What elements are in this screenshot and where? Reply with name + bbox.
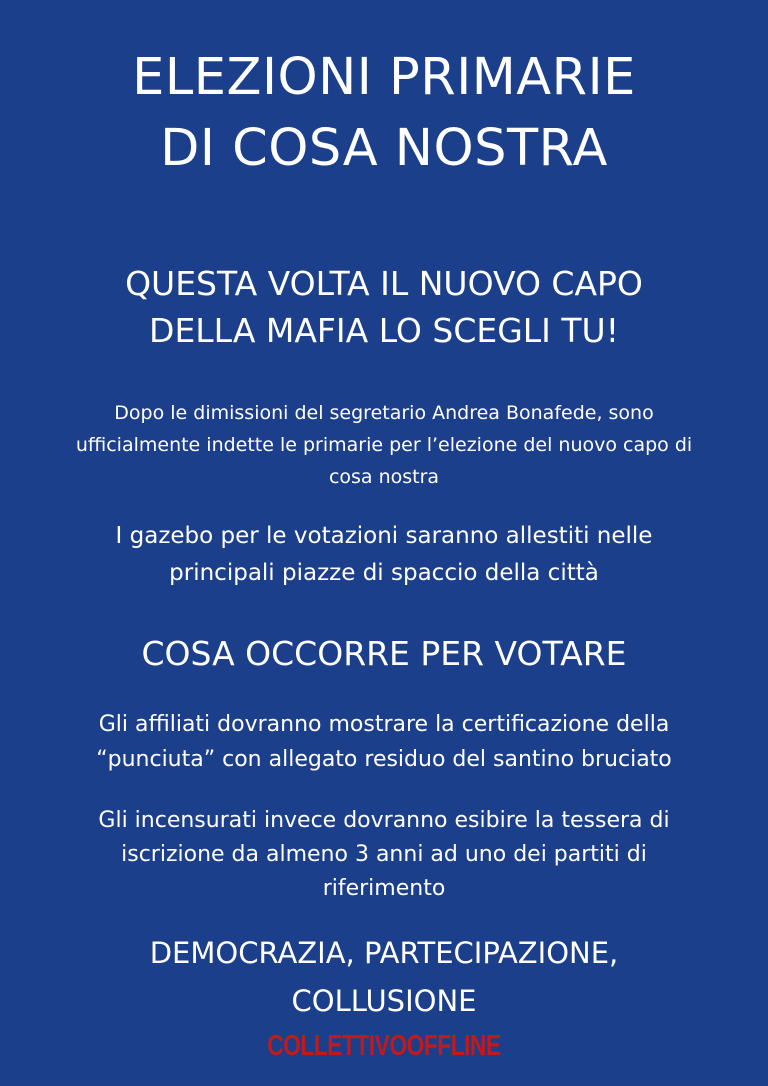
poster-subtitle: QUESTA VOLTA IL NUOVO CAPO DELLA MAFIA LO SCEGLI TU! [125,264,643,350]
poster-title: ELEZIONI PRIMARIE DI COSA NOSTRA [132,48,636,178]
gazebo-paragraph: I gazebo per le votazioni saranno allestiti nelle principali piazze di spaccio della città [115,523,653,586]
intro-paragraph: Dopo le dimissioni del segretario Andrea Bonafede, sono ufficialmente indette le primarie per l’elezione del nuovo capo di cosa nostra [75,402,693,488]
signature-logo: COLLETTIVOOFFLINE [267,1030,501,1062]
requirement-affiliati: Gli affiliati dovranno mostrare la certificazione della “punciuta” con allegato residuo del santino bruciato [96,712,672,772]
requirement-incensurati: Gli incensurati invece dovranno esibire la tessera di iscrizione da almeno 3 anni ad uno dei partiti di riferimento [98,808,670,901]
slogan: DEMOCRAZIA, PARTECIPAZIONE, COLLUSIONE [149,936,619,1018]
section-heading: COSA OCCORRE PER VOTARE [141,634,627,673]
